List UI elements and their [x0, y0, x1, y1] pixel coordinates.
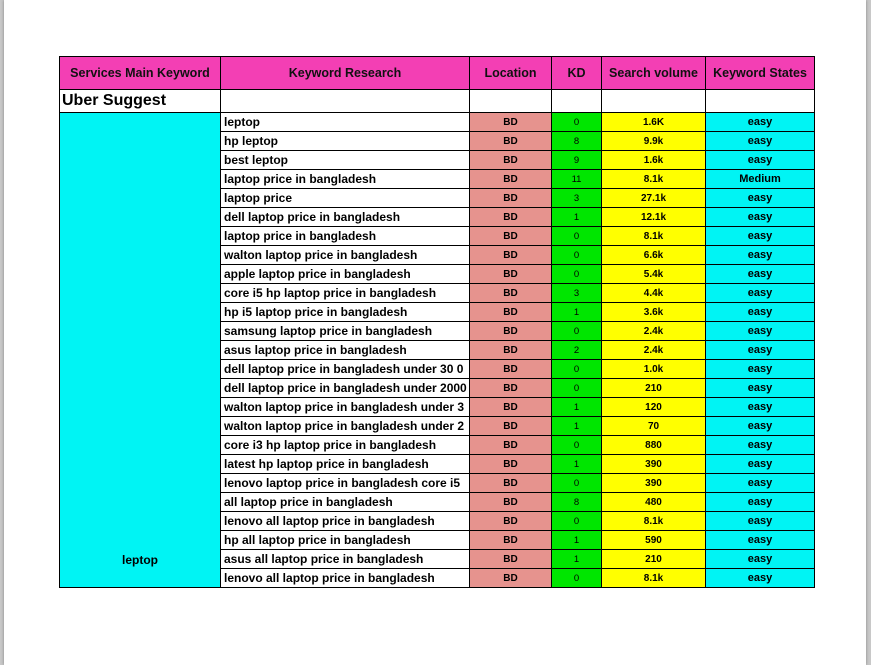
keyword-cell: core i5 hp laptop price in bangladesh [221, 284, 470, 303]
keyword-state-cell: easy [706, 436, 815, 455]
header-location: Location [470, 57, 552, 90]
keyword-state-cell: easy [706, 474, 815, 493]
search-volume-cell: 8.1k [602, 227, 706, 246]
location-cell: BD [470, 322, 552, 341]
location-cell: BD [470, 132, 552, 151]
search-volume-cell: 480 [602, 493, 706, 512]
search-volume-cell: 590 [602, 531, 706, 550]
keyword-state-cell: easy [706, 113, 815, 132]
table-row [60, 113, 815, 132]
search-volume-cell: 1.6k [602, 151, 706, 170]
keyword-cell: dell laptop price in bangladesh under 2000 [221, 379, 470, 398]
keyword-state-cell: easy [706, 151, 815, 170]
keyword-state-cell: Medium [706, 170, 815, 189]
keyword-cell: lenovo laptop price in bangladesh core i5 [221, 474, 470, 493]
header-main-keyword: Services Main Keyword [60, 57, 221, 90]
keyword-cell: asus all laptop price in bangladesh [221, 550, 470, 569]
keyword-cell: laptop price in bangladesh [221, 170, 470, 189]
document-page [4, 0, 866, 665]
keyword-state-cell: easy [706, 322, 815, 341]
empty-cell [470, 90, 552, 113]
kd-cell: 11 [552, 170, 602, 189]
keyword-cell: lenovo all laptop price in bangladesh [221, 512, 470, 531]
search-volume-cell: 390 [602, 474, 706, 493]
search-volume-cell: 210 [602, 379, 706, 398]
kd-cell: 0 [552, 360, 602, 379]
keyword-cell: dell laptop price in bangladesh [221, 208, 470, 227]
keyword-state-cell: easy [706, 360, 815, 379]
keyword-cell: dell laptop price in bangladesh under 30 0 [221, 360, 470, 379]
search-volume-cell: 2.4k [602, 341, 706, 360]
location-cell: BD [470, 379, 552, 398]
location-cell: BD [470, 493, 552, 512]
search-volume-cell: 8.1k [602, 512, 706, 531]
keyword-cell: walton laptop price in bangladesh under 3 [221, 398, 470, 417]
location-cell: BD [470, 303, 552, 322]
location-cell: BD [470, 398, 552, 417]
keyword-state-cell: easy [706, 531, 815, 550]
search-volume-cell: 6.6k [602, 246, 706, 265]
kd-cell: 1 [552, 417, 602, 436]
search-volume-cell: 3.6k [602, 303, 706, 322]
search-volume-cell: 880 [602, 436, 706, 455]
empty-cell [706, 90, 815, 113]
keyword-state-cell: easy [706, 341, 815, 360]
source-label: Uber Suggest [60, 90, 221, 113]
location-cell: BD [470, 417, 552, 436]
location-cell: BD [470, 227, 552, 246]
keyword-cell: laptop price [221, 189, 470, 208]
kd-cell: 1 [552, 208, 602, 227]
keyword-state-cell: easy [706, 284, 815, 303]
keyword-cell: hp leptop [221, 132, 470, 151]
location-cell: BD [470, 284, 552, 303]
kd-cell: 0 [552, 322, 602, 341]
keyword-cell: all laptop price in bangladesh [221, 493, 470, 512]
keyword-state-cell: easy [706, 379, 815, 398]
search-volume-cell: 8.1k [602, 569, 706, 588]
kd-cell: 1 [552, 531, 602, 550]
keyword-cell: core i3 hp laptop price in bangladesh [221, 436, 470, 455]
location-cell: BD [470, 474, 552, 493]
kd-cell: 2 [552, 341, 602, 360]
keyword-cell: best leptop [221, 151, 470, 170]
location-cell: BD [470, 151, 552, 170]
location-cell: BD [470, 360, 552, 379]
location-cell: BD [470, 531, 552, 550]
header-search-volume: Search volume [602, 57, 706, 90]
location-cell: BD [470, 208, 552, 227]
search-volume-cell: 70 [602, 417, 706, 436]
kd-cell: 1 [552, 455, 602, 474]
search-volume-cell: 5.4k [602, 265, 706, 284]
kd-cell: 0 [552, 474, 602, 493]
kd-cell: 9 [552, 151, 602, 170]
keyword-state-cell: easy [706, 246, 815, 265]
location-cell: BD [470, 436, 552, 455]
keyword-cell: asus laptop price in bangladesh [221, 341, 470, 360]
location-cell: BD [470, 550, 552, 569]
keyword-state-cell: easy [706, 550, 815, 569]
keyword-state-cell: easy [706, 455, 815, 474]
keyword-state-cell: easy [706, 208, 815, 227]
search-volume-cell: 12.1k [602, 208, 706, 227]
kd-cell: 3 [552, 284, 602, 303]
main-keyword-cell: leptop [60, 113, 221, 588]
search-volume-cell: 9.9k [602, 132, 706, 151]
kd-cell: 0 [552, 113, 602, 132]
keyword-state-cell: easy [706, 227, 815, 246]
kd-cell: 0 [552, 569, 602, 588]
search-volume-cell: 27.1k [602, 189, 706, 208]
kd-cell: 1 [552, 550, 602, 569]
location-cell: BD [470, 170, 552, 189]
header-keyword-research: Keyword Research [221, 57, 470, 90]
kd-cell: 8 [552, 132, 602, 151]
header-keyword-states: Keyword States [706, 57, 815, 90]
kd-cell: 3 [552, 189, 602, 208]
header-kd: KD [552, 57, 602, 90]
search-volume-cell: 8.1k [602, 170, 706, 189]
keyword-state-cell: easy [706, 189, 815, 208]
search-volume-cell: 1.0k [602, 360, 706, 379]
kd-cell: 0 [552, 227, 602, 246]
keyword-cell: samsung laptop price in bangladesh [221, 322, 470, 341]
empty-cell [221, 90, 470, 113]
kd-cell: 0 [552, 436, 602, 455]
keyword-state-cell: easy [706, 398, 815, 417]
location-cell: BD [470, 189, 552, 208]
source-row [60, 90, 815, 113]
keyword-cell: latest hp laptop price in bangladesh [221, 455, 470, 474]
empty-cell [552, 90, 602, 113]
location-cell: BD [470, 113, 552, 132]
kd-cell: 8 [552, 493, 602, 512]
keyword-table [59, 56, 815, 588]
search-volume-cell: 2.4k [602, 322, 706, 341]
keyword-cell: apple laptop price in bangladesh [221, 265, 470, 284]
search-volume-cell: 120 [602, 398, 706, 417]
keyword-state-cell: easy [706, 493, 815, 512]
kd-cell: 0 [552, 512, 602, 531]
kd-cell: 1 [552, 398, 602, 417]
location-cell: BD [470, 569, 552, 588]
search-volume-cell: 210 [602, 550, 706, 569]
keyword-state-cell: easy [706, 417, 815, 436]
keyword-cell: walton laptop price in bangladesh [221, 246, 470, 265]
keyword-state-cell: easy [706, 512, 815, 531]
location-cell: BD [470, 455, 552, 474]
location-cell: BD [470, 246, 552, 265]
kd-cell: 1 [552, 303, 602, 322]
keyword-state-cell: easy [706, 132, 815, 151]
location-cell: BD [470, 265, 552, 284]
location-cell: BD [470, 341, 552, 360]
search-volume-cell: 4.4k [602, 284, 706, 303]
keyword-state-cell: easy [706, 265, 815, 284]
keyword-cell: hp all laptop price in bangladesh [221, 531, 470, 550]
kd-cell: 0 [552, 379, 602, 398]
keyword-cell: lenovo all laptop price in bangladesh [221, 569, 470, 588]
keyword-cell: hp i5 laptop price in bangladesh [221, 303, 470, 322]
keyword-state-cell: easy [706, 569, 815, 588]
keyword-cell: leptop [221, 113, 470, 132]
kd-cell: 0 [552, 265, 602, 284]
keyword-state-cell: easy [706, 303, 815, 322]
location-cell: BD [470, 512, 552, 531]
keyword-cell: walton laptop price in bangladesh under 2 [221, 417, 470, 436]
kd-cell: 0 [552, 246, 602, 265]
header-row [60, 57, 815, 90]
empty-cell [602, 90, 706, 113]
search-volume-cell: 390 [602, 455, 706, 474]
search-volume-cell: 1.6K [602, 113, 706, 132]
keyword-cell: laptop price in bangladesh [221, 227, 470, 246]
